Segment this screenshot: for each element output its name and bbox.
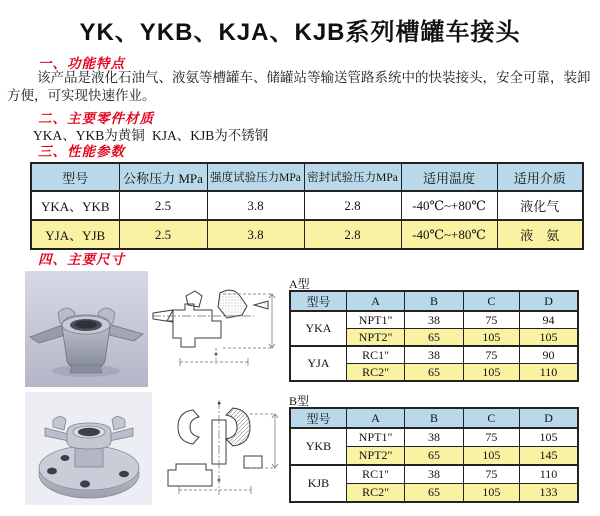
section-heading-performance: 三、性能参数 bbox=[38, 144, 125, 159]
materials-brass-text: YKA、YKB为黄铜 bbox=[33, 128, 145, 143]
table-row bbox=[290, 311, 578, 329]
column-header-strength-test: 强度试验压力MPa bbox=[207, 163, 304, 191]
table-cell: NPT2" bbox=[346, 329, 404, 347]
page-title: YK、YKB、KJA、KJB系列槽罐车接头 bbox=[79, 19, 521, 46]
column-header-model: 型号 bbox=[31, 163, 119, 191]
table-cell: 65 bbox=[405, 484, 463, 503]
table-cell: 105 bbox=[463, 484, 519, 503]
table-cell: 75 bbox=[463, 311, 519, 329]
table-cell: 2.8 bbox=[304, 220, 401, 249]
column-header-d: D bbox=[520, 408, 578, 428]
dimension-b-header-row bbox=[290, 408, 578, 428]
table-cell: 2.8 bbox=[304, 191, 401, 220]
features-text: 该产品是液化石油气、液氨等槽罐车、储罐站等输送管路系统中的快装接头，安全可靠，装卸方便，可实现快速作业。 bbox=[7, 70, 591, 103]
table-cell: -40℃~+80℃ bbox=[401, 220, 497, 249]
section-heading-dimensions: 四、主要尺寸 bbox=[38, 252, 125, 267]
table-cell: 38 bbox=[405, 311, 463, 329]
column-header-c: C bbox=[463, 291, 519, 311]
column-header-b: B bbox=[405, 408, 463, 428]
column-header-model: 型号 bbox=[290, 291, 346, 311]
type-b-label: B型 bbox=[289, 394, 310, 408]
table-cell: RC2" bbox=[346, 364, 404, 382]
table-cell: 110 bbox=[520, 465, 578, 484]
model-cell: KJB bbox=[290, 465, 346, 502]
table-cell: 145 bbox=[520, 447, 578, 466]
column-header-temperature: 适用温度 bbox=[401, 163, 497, 191]
model-cell: YJA bbox=[290, 346, 346, 381]
table-cell: 75 bbox=[463, 428, 519, 447]
type-a-label: A型 bbox=[289, 277, 310, 291]
table-cell: 105 bbox=[520, 329, 578, 347]
performance-header-row bbox=[31, 163, 583, 191]
table-cell: 105 bbox=[520, 428, 578, 447]
table-cell: 3.8 bbox=[207, 191, 304, 220]
column-header-a: A bbox=[346, 291, 404, 311]
table-cell: 65 bbox=[405, 364, 463, 382]
table-cell: 2.5 bbox=[119, 220, 207, 249]
performance-table bbox=[30, 162, 584, 250]
table-cell: NPT1" bbox=[346, 428, 404, 447]
table-cell: 105 bbox=[463, 329, 519, 347]
dimension-a-header-row bbox=[290, 291, 578, 311]
table-cell: 90 bbox=[520, 346, 578, 364]
performance-row-yjab bbox=[31, 220, 583, 249]
column-header-medium: 适用介质 bbox=[497, 163, 583, 191]
table-row bbox=[290, 428, 578, 447]
performance-row-ykab bbox=[31, 191, 583, 220]
table-cell: -40℃~+80℃ bbox=[401, 191, 497, 220]
table-cell: RC1" bbox=[346, 465, 404, 484]
type-a-drawing bbox=[150, 284, 285, 374]
table-cell: 105 bbox=[463, 447, 519, 466]
table-cell: YJA、YJB bbox=[31, 220, 119, 249]
table-cell: NPT2" bbox=[346, 447, 404, 466]
column-header-model: 型号 bbox=[290, 408, 346, 428]
column-header-b: B bbox=[405, 291, 463, 311]
table-cell: 38 bbox=[405, 346, 463, 364]
table-cell: 38 bbox=[405, 465, 463, 484]
column-header-nominal-pressure: 公称压力 MPa bbox=[119, 163, 207, 191]
table-cell: RC2" bbox=[346, 484, 404, 503]
table-cell: RC1" bbox=[346, 346, 404, 364]
table-row bbox=[290, 465, 578, 484]
table-cell: 105 bbox=[463, 364, 519, 382]
column-header-d: D bbox=[520, 291, 578, 311]
table-cell: 3.8 bbox=[207, 220, 304, 249]
table-row bbox=[290, 346, 578, 364]
table-cell: 38 bbox=[405, 428, 463, 447]
table-cell: 65 bbox=[405, 447, 463, 466]
column-header-a: A bbox=[346, 408, 404, 428]
table-cell: 133 bbox=[520, 484, 578, 503]
table-cell: 液 氨 bbox=[497, 220, 583, 249]
table-cell: 75 bbox=[463, 465, 519, 484]
type-a-coupling-photo bbox=[25, 271, 148, 387]
section-heading-features: 一、功能特点 bbox=[38, 56, 125, 71]
table-cell: YKA、YKB bbox=[31, 191, 119, 220]
table-cell: 75 bbox=[463, 346, 519, 364]
table-cell: 液化气 bbox=[497, 191, 583, 220]
section-heading-materials: 二、主要零件材质 bbox=[38, 111, 154, 126]
materials-stainless-text: KJA、KJB为不锈钢 bbox=[152, 128, 269, 143]
table-cell: 110 bbox=[520, 364, 578, 382]
table-cell: 94 bbox=[520, 311, 578, 329]
column-header-seal-test: 密封试验压力MPa bbox=[304, 163, 401, 191]
type-b-coupling-photo bbox=[25, 392, 152, 505]
column-header-c: C bbox=[463, 408, 519, 428]
model-cell: YKA bbox=[290, 311, 346, 346]
dimension-table-b bbox=[289, 407, 579, 503]
type-b-drawing bbox=[157, 398, 287, 498]
table-cell: NPT1" bbox=[346, 311, 404, 329]
table-cell: 65 bbox=[405, 329, 463, 347]
model-cell: YKB bbox=[290, 428, 346, 465]
table-cell: 2.5 bbox=[119, 191, 207, 220]
dimension-table-a bbox=[289, 290, 579, 382]
